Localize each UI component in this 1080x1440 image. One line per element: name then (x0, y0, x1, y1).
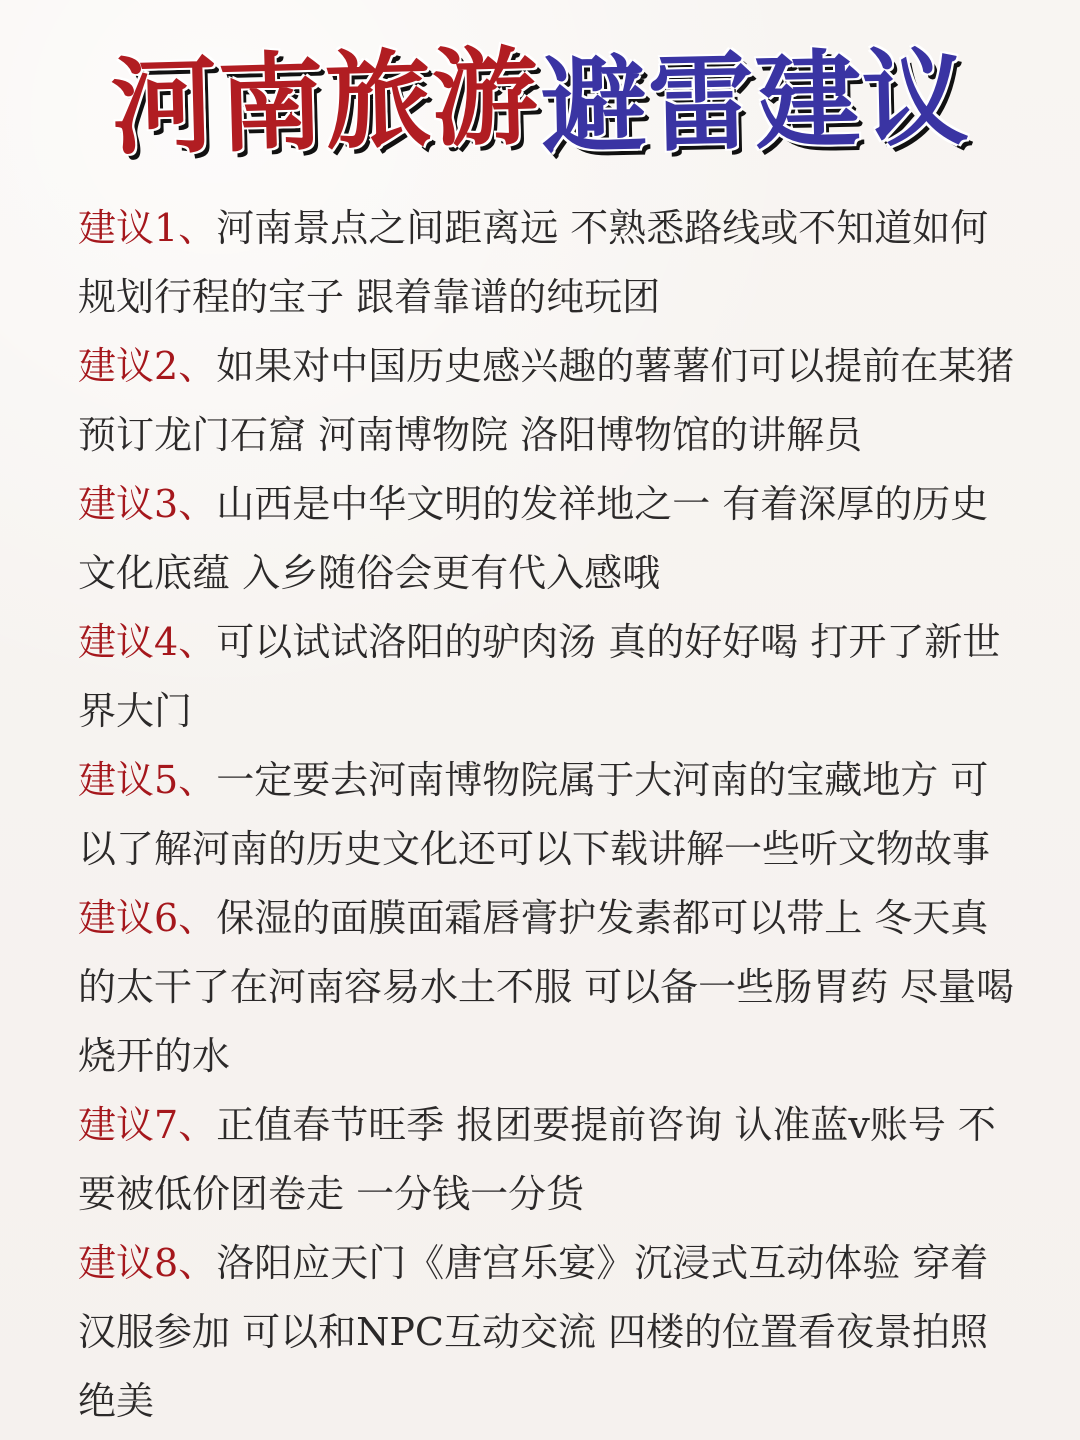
advice-item-8 (78, 1229, 1022, 1436)
title-red-text: 河南旅游 (109, 33, 541, 170)
advice-list (78, 194, 1022, 1436)
advice-label-7: 建议7 (78, 1103, 179, 1147)
advice-separator-5: 、 (178, 758, 217, 802)
advice-text-6: 保湿的面膜面霜唇膏护发素都可以带上 冬天真的太干了在河南容易水土不服 可以备一些肠胃药 尽量喝烧开的水 (78, 896, 1015, 1078)
advice-separator-4: 、 (178, 620, 217, 664)
advice-text-7: 正值春节旺季 报团要提前咨询 认准蓝v账号 不要被低价团卷走 一分钱一分货 (78, 1103, 996, 1216)
advice-label-1: 建议1 (78, 206, 179, 250)
advice-label-5: 建议5 (78, 758, 179, 802)
advice-text-5: 一定要去河南博物院属于大河南的宝藏地方 可以了解河南的历史文化还可以下载讲解一些听文物故事 (78, 758, 991, 871)
advice-label-8: 建议8 (78, 1241, 179, 1285)
advice-text-8: 洛阳应天门《唐宫乐宴》沉浸式互动体验 穿着汉服参加 可以和NPC互动交流 四楼的位置看夜景拍照绝美 (78, 1241, 989, 1423)
page-title (0, 33, 1080, 170)
advice-separator-7: 、 (178, 1103, 217, 1147)
advice-label-4: 建议4 (78, 620, 179, 664)
advice-item-3 (78, 470, 1022, 608)
advice-label-6: 建议6 (78, 896, 179, 940)
title-blue-text: 避雷建议 (539, 34, 971, 169)
advice-item-6 (78, 884, 1022, 1091)
advice-item-5 (78, 746, 1022, 884)
advice-text-2: 如果对中国历史感兴趣的薯薯们可以提前在某猪预订龙门石窟 河南博物院 洛阳博物馆的讲解员 (78, 344, 1015, 457)
advice-item-2 (78, 332, 1022, 470)
advice-item-4 (78, 608, 1022, 746)
advice-separator-2: 、 (178, 344, 217, 388)
advice-separator-3: 、 (178, 482, 217, 526)
advice-separator-6: 、 (178, 896, 217, 940)
advice-label-3: 建议3 (78, 482, 179, 526)
advice-label-2: 建议2 (78, 344, 179, 388)
advice-text-4: 可以试试洛阳的驴肉汤 真的好好喝 打开了新世界大门 (78, 620, 1001, 733)
advice-text-1: 河南景点之间距离远 不熟悉路线或不知道如何规划行程的宝子 跟着靠谱的纯玩团 (78, 206, 989, 319)
advice-separator-8: 、 (178, 1241, 217, 1285)
advice-text-3: 山西是中华文明的发祥地之一 有着深厚的历史文化底蕴 入乡随俗会更有代入感哦 (78, 482, 989, 595)
advice-separator-1: 、 (178, 206, 217, 250)
advice-item-1 (78, 194, 1022, 332)
advice-item-7 (78, 1091, 1022, 1229)
